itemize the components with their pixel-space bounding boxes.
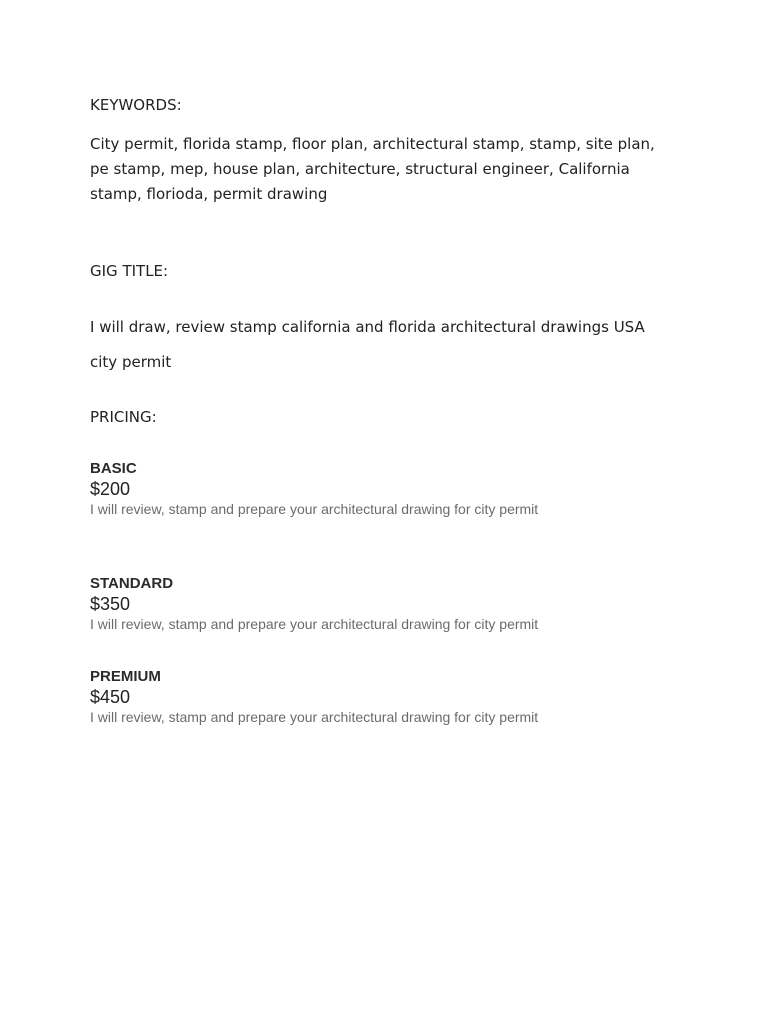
tier-description: I will review, stamp and prepare your architectural drawing for city permit — [90, 501, 539, 517]
keywords-text: City permit, florida stamp, floor plan, architectural stamp, stamp, site plan, pe stamp, mep, house plan, architecture, structural engineer, California stamp, florioda, permit drawing — [90, 135, 655, 203]
pricing-label: PRICING: — [90, 408, 157, 426]
tier-price: $450 — [90, 687, 131, 707]
keywords-label: KEYWORDS: — [90, 96, 182, 114]
tier-name: PREMIUM — [90, 668, 161, 685]
tier-name: BASIC — [90, 460, 137, 477]
tier-price: $350 — [90, 594, 131, 614]
tier-description: I will review, stamp and prepare your architectural drawing for city permit — [90, 616, 539, 632]
gig-title-label: GIG TITLE: — [90, 262, 169, 280]
gig-title-text: I will draw, review stamp california and florida architectural drawings USA city permit — [90, 318, 645, 371]
pricing-tier-standard — [90, 575, 690, 633]
tier-price: $200 — [90, 479, 131, 499]
pricing-tier-basic — [90, 460, 690, 518]
pricing-tier-premium — [90, 668, 690, 726]
tier-name: STANDARD — [90, 575, 174, 592]
tier-description: I will review, stamp and prepare your architectural drawing for city permit — [90, 709, 539, 725]
